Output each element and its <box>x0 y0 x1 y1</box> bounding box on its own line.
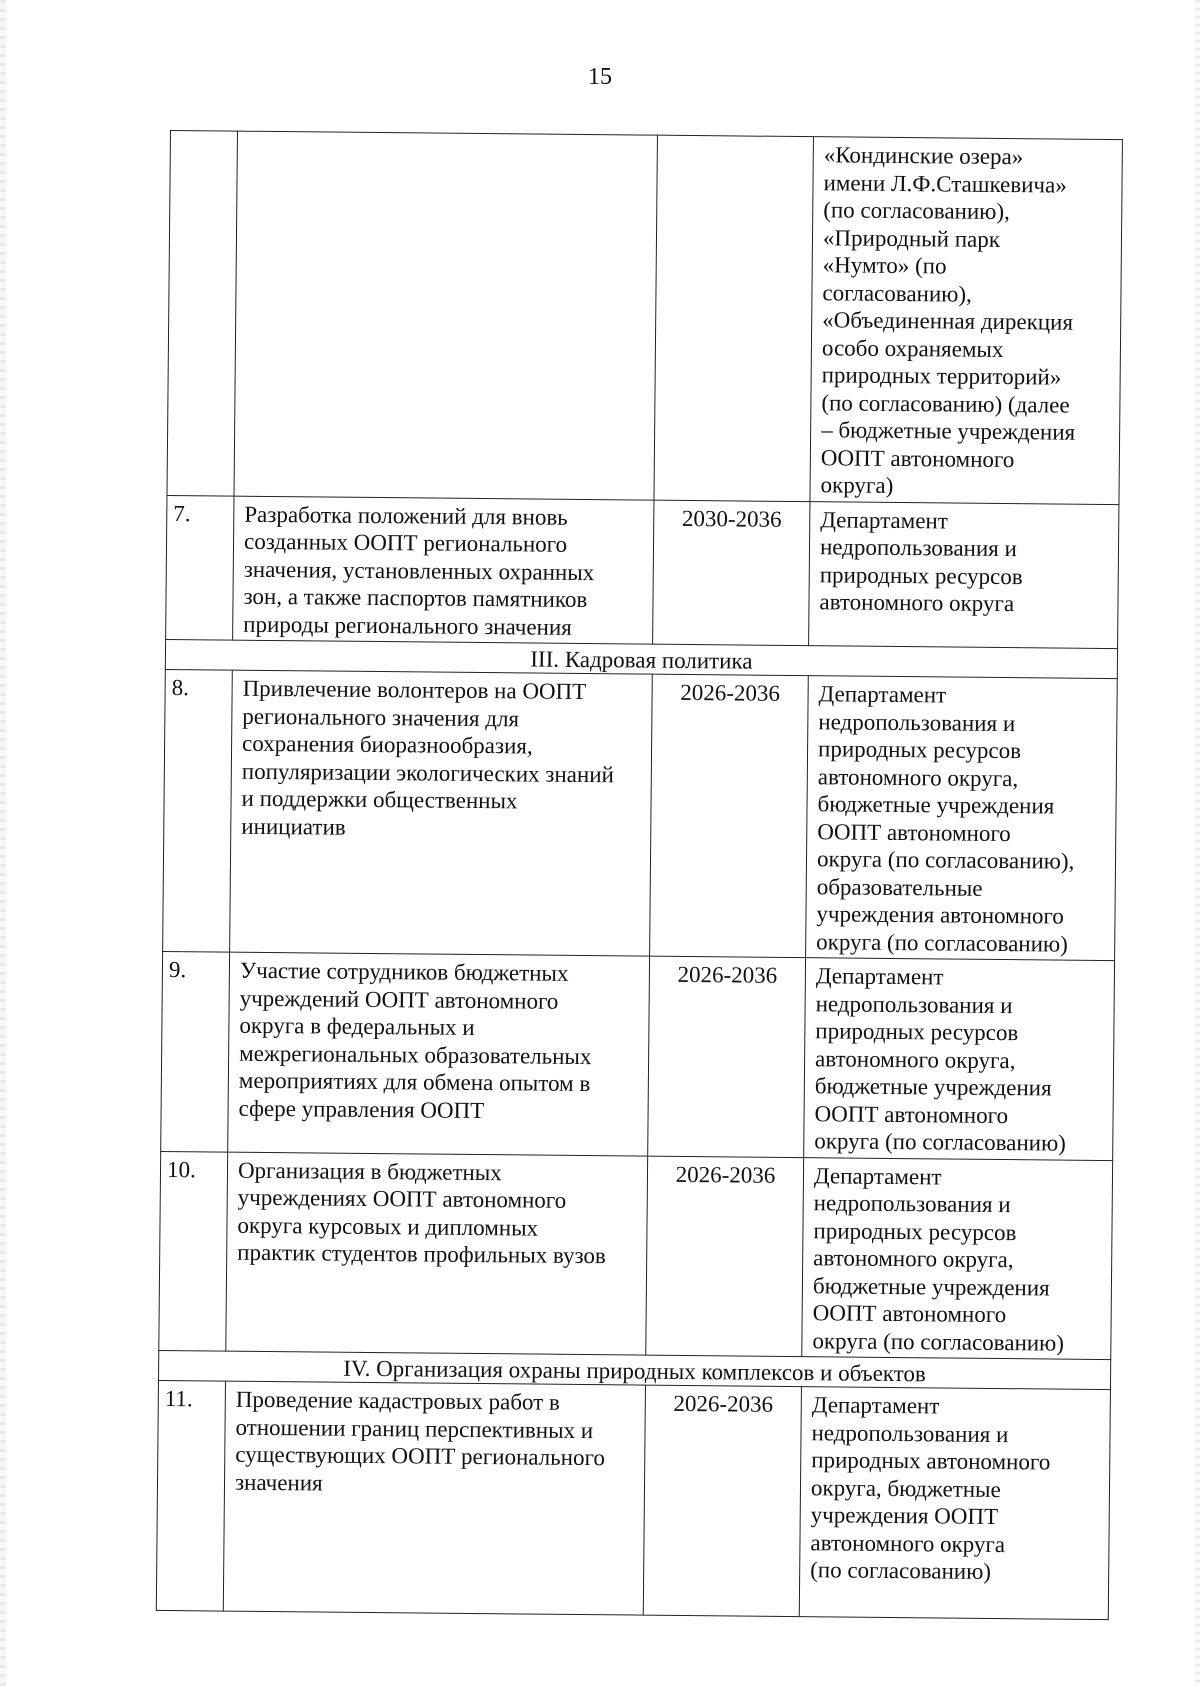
activity-text-line: значения, установленных охранных <box>243 556 595 585</box>
activity-text-line: учреждениях ООПТ автономного <box>237 1184 567 1213</box>
table-row <box>163 669 1118 960</box>
cell-number: 11. <box>156 1380 225 1611</box>
responsible-text-line: округа (по согласованию) <box>814 1128 1067 1156</box>
activity-text-line: регионального значения для <box>242 703 520 731</box>
activity-text-line: практик студентов профильных вузов <box>237 1239 606 1269</box>
responsible-text-line: недропользования и <box>819 534 1017 562</box>
activity-text-line: сохранения биоразнообразия, <box>241 730 533 759</box>
activity-text-line: учреждений ООПТ автономного <box>239 985 559 1014</box>
responsible-text-line: (по согласованию) (далее <box>821 389 1070 418</box>
scan-edge-right <box>1195 0 1200 1686</box>
cell-responsible <box>799 1387 1110 1620</box>
activity-text-line: Привлечение волонтеров на ООПТ <box>242 675 587 705</box>
responsible-text-line: округа (по согласованию), <box>816 846 1075 874</box>
responsible-text-line: (по согласованию) <box>810 1557 992 1584</box>
responsible-text-line: округа (по согласованию) <box>812 1327 1065 1356</box>
cell-term: 2030-2036 <box>653 500 810 646</box>
activity-text-line: инициатив <box>241 813 346 840</box>
responsible-text-line: ООПТ автономного <box>820 444 1015 472</box>
responsible-text-line: природных территорий» <box>821 362 1062 390</box>
cell-responsible <box>804 958 1115 1160</box>
responsible-text-line: автономного округа <box>810 1529 1006 1557</box>
responsible-text-line: Департамент <box>811 1392 940 1419</box>
cell-responsible <box>802 1157 1113 1359</box>
activity-text-line: зон, а также паспортов памятников <box>243 583 588 613</box>
responsible-text-line: бюджетные учреждения <box>812 1272 1050 1300</box>
responsible-text-line: согласованию), <box>822 279 972 307</box>
activity-text-line: округа курсовых и дипломных <box>237 1212 539 1241</box>
responsible-text-line: (по согласованию), <box>823 197 1010 225</box>
table-body <box>156 131 1122 1620</box>
responsible-text-line: имени Л.Ф.Сташкевича» <box>823 169 1067 198</box>
responsible-text-line: автономного округа, <box>817 763 1019 791</box>
activity-text-line: отношении границ перспективных и <box>235 1414 594 1443</box>
activity-text-line: существующих ООПТ регионального <box>235 1441 606 1471</box>
cell-responsible <box>809 501 1119 648</box>
cell-number: 10. <box>159 1151 228 1351</box>
section-heading: IV. Организация охраны природных комплексов и объектов <box>158 1350 1110 1389</box>
activity-text-line: Проведение кадастровых работ в <box>235 1386 560 1415</box>
responsible-text-line: недропользования и <box>815 990 1013 1018</box>
cell-term: 2026-2036 <box>650 674 809 957</box>
responsible-text-line: природных ресурсов <box>817 736 1022 764</box>
cell-activity <box>234 131 657 500</box>
responsible-text-line: автономного округа, <box>814 1045 1016 1073</box>
responsible-text-line: округа, бюджетные <box>810 1474 1001 1502</box>
responsible-text-line: «Нумто» (по <box>822 252 947 279</box>
cell-activity <box>230 670 653 956</box>
responsible-text-line: ООПТ автономного <box>817 818 1011 846</box>
responsible-text-line: ООПТ автономного <box>812 1300 1007 1328</box>
responsible-text-line: Департамент <box>815 963 944 990</box>
table-row <box>159 1151 1113 1360</box>
responsible-text-line: природных ресурсов <box>819 561 1023 589</box>
cell-activity <box>228 952 650 1156</box>
activity-text-line: и поддержки общественных <box>241 785 518 814</box>
responsible-text-line: автономного округа <box>819 589 1015 617</box>
responsible-text-line: Департамент <box>820 506 948 533</box>
page-number: 15 <box>588 64 612 90</box>
cell-responsible <box>810 137 1122 504</box>
cell-number: 9. <box>161 951 230 1151</box>
responsible-text-line: автономного округа, <box>813 1245 1014 1273</box>
cell-term <box>654 135 813 501</box>
table-row <box>156 1380 1110 1619</box>
activity-text-line: Разработка положений для вновь <box>244 501 568 530</box>
activity-text-line: округа в федеральных и <box>239 1012 475 1040</box>
responsible-text-line: недропользования и <box>813 1190 1011 1218</box>
activity-text-line: созданных ООПТ регионального <box>243 528 568 557</box>
cell-number: 7. <box>166 495 234 640</box>
responsible-text-line: «Кондинские озера» <box>823 142 1024 170</box>
table-container <box>156 130 1122 1620</box>
responsible-text-line: природных ресурсов <box>815 1018 1019 1046</box>
activities-table <box>156 130 1123 1620</box>
section-heading: III. Кадровая политика <box>165 639 1117 678</box>
cell-activity <box>226 1152 648 1356</box>
activity-text-line: мероприятиях для обмена опытом в <box>238 1067 591 1097</box>
responsible-text-line: бюджетные учреждения <box>817 791 1055 819</box>
activity-text-line: значения <box>234 1469 323 1496</box>
responsible-text-line: Департамент <box>813 1162 942 1189</box>
cell-responsible <box>806 676 1118 961</box>
responsible-text-line: «Природный парк <box>822 224 1001 252</box>
activity-text-line: Участие сотрудников бюджетных <box>239 957 569 986</box>
responsible-text-line: Департамент <box>818 681 947 708</box>
activity-text-line: межрегиональных образовательных <box>239 1040 592 1069</box>
cell-term: 2026-2036 <box>648 956 806 1157</box>
table-row <box>166 495 1119 649</box>
activity-text-line: природы регионального значения <box>243 611 572 640</box>
cell-number <box>167 131 237 496</box>
scan-edge-left <box>0 0 6 1686</box>
responsible-text-line: округа) <box>820 472 894 498</box>
activity-text-line: Организация в бюджетных <box>237 1157 502 1185</box>
responsible-text-line: учреждения автономного <box>816 901 1064 929</box>
table-row-continuation <box>167 131 1122 505</box>
responsible-text-line: бюджетные учреждения <box>814 1073 1052 1101</box>
responsible-text-line: «Объединенная дирекция <box>822 307 1074 335</box>
responsible-text-line: округа (по согласованию) <box>816 928 1068 957</box>
responsible-text-line: – бюджетные учреждения <box>821 417 1076 445</box>
responsible-text-line: особо охраняемых <box>821 334 1004 362</box>
cell-term: 2026-2036 <box>643 1385 801 1616</box>
responsible-text-line: ООПТ автономного <box>814 1100 1009 1128</box>
activity-text-line: сфере управления ООПТ <box>238 1095 485 1123</box>
cell-number: 8. <box>163 669 233 952</box>
cell-term: 2026-2036 <box>646 1156 804 1357</box>
responsible-text-line: учреждения ООПТ <box>810 1502 999 1530</box>
table-row <box>161 951 1115 1160</box>
responsible-text-line: недропользования и <box>811 1419 1009 1447</box>
cell-activity <box>223 1381 645 1615</box>
responsible-text-line: недропользования и <box>818 708 1016 736</box>
responsible-text-line: образовательные <box>816 873 983 901</box>
responsible-text-line: природных ресурсов <box>813 1217 1017 1245</box>
responsible-text-line: природных автономного <box>811 1447 1051 1475</box>
cell-activity <box>233 496 654 645</box>
activity-text-line: популяризации экологических знаний <box>241 758 615 787</box>
